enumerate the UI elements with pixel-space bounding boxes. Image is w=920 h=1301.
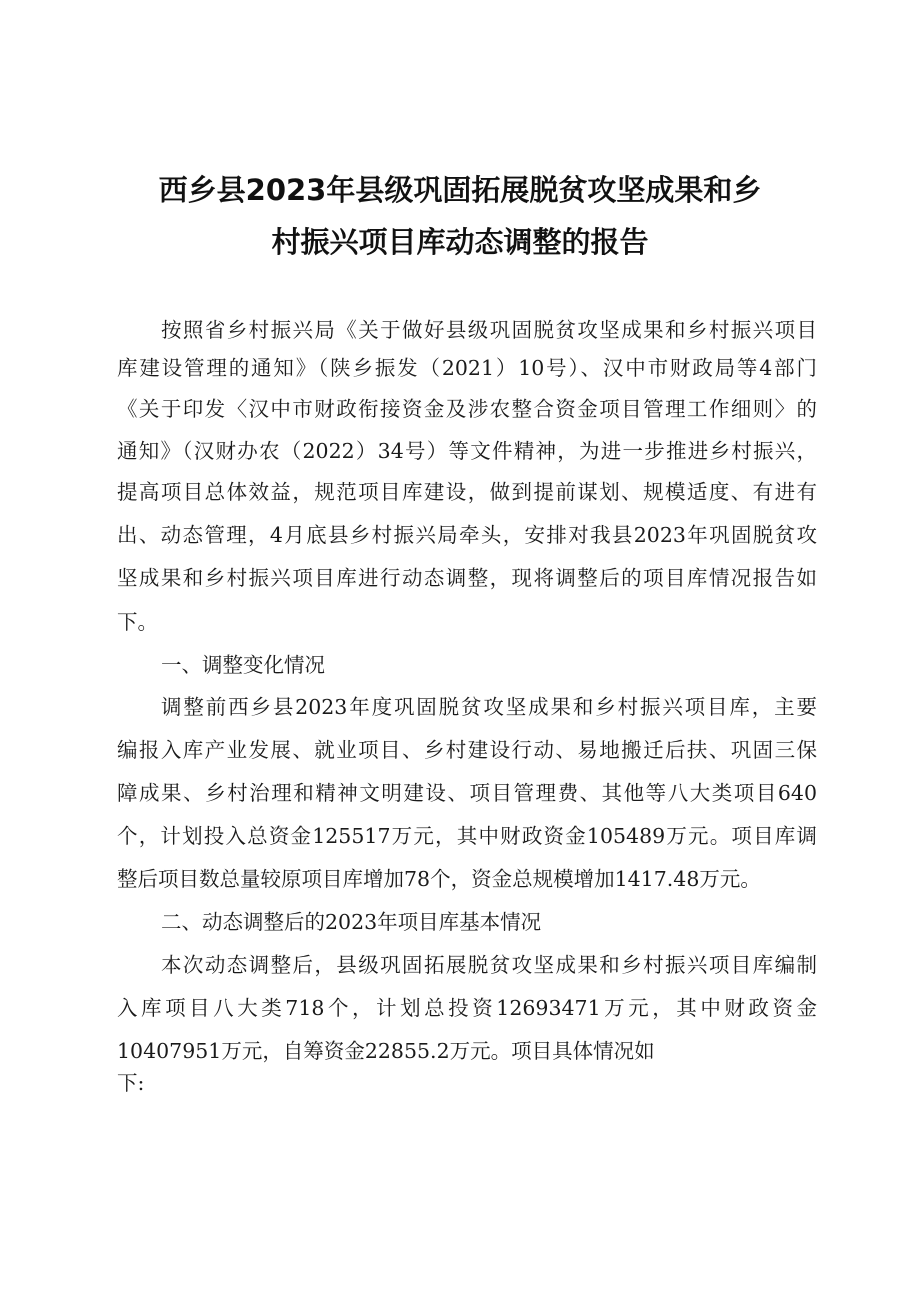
paragraph-2-line: 编报入库产业发展、就业项目、乡村建设行动、易地搬迁后扶、巩固三保 [117,738,817,762]
paragraph-3-line: 10407951万元，自筹资金22855.2万元。项目具体情况如 [117,1039,655,1063]
paragraph-2-line: 障成果、乡村治理和精神文明建设、项目管理费、其他等八大类项目640 [117,781,817,805]
paragraph-2-line: 调整前西乡县2023年度巩固脱贫攻坚成果和乡村振兴项目库，主要 [161,695,817,719]
paragraph-1-line: 下。 [117,610,158,634]
paragraph-1-line: 出、动态管理，4月底县乡村振兴局牵头，安排对我县2023年巩固脱贫攻 [117,523,817,547]
paragraph-1-line: 通知》（汉财办农（2022）34号）等文件精神，为进一步推进乡村振兴， [117,439,817,463]
paragraph-3-line: 入库项目八大类718个，计划总投资12693471万元，其中财政资金 [117,996,817,1020]
paragraph-3-line: 本次动态调整后，县级巩固拓展脱贫攻坚成果和乡村振兴项目库编制 [161,953,817,977]
paragraph-1-line: 坚成果和乡村振兴项目库进行动态调整，现将调整后的项目库情况报告如 [117,566,817,590]
paragraph-1-line: 库建设管理的通知》（陕乡振发（2021）10号）、汉中市财政局等4部门 [117,356,817,380]
paragraph-2-line: 个，计划投入总资金125517万元，其中财政资金105489万元。项目库调 [117,824,817,848]
document-title-line-2: 村振兴项目库动态调整的报告 [271,225,649,259]
paragraph-1-line: 提高项目总体效益，规范项目库建设，做到提前谋划、规模适度、有进有 [117,480,817,504]
paragraph-2-line: 整后项目数总量较原项目库增加78个，资金总规模增加1417.48万元。 [117,867,761,891]
paragraph-1-line: 《关于印发〈汉中市财政衔接资金及涉农整合资金项目管理工作细则〉的 [117,397,817,421]
paragraph-3-line: 下: [117,1071,145,1095]
paragraph-1-line: 按照省乡村振兴局《关于做好县级巩固脱贫攻坚成果和乡村振兴项目 [161,318,817,342]
section-heading-2: 二、动态调整后的2023年项目库基本情况 [161,910,542,934]
section-heading-1: 一、调整变化情况 [161,653,325,677]
document-title-line-1: 西乡县2023年县级巩固拓展脱贫攻坚成果和乡 [158,173,762,207]
